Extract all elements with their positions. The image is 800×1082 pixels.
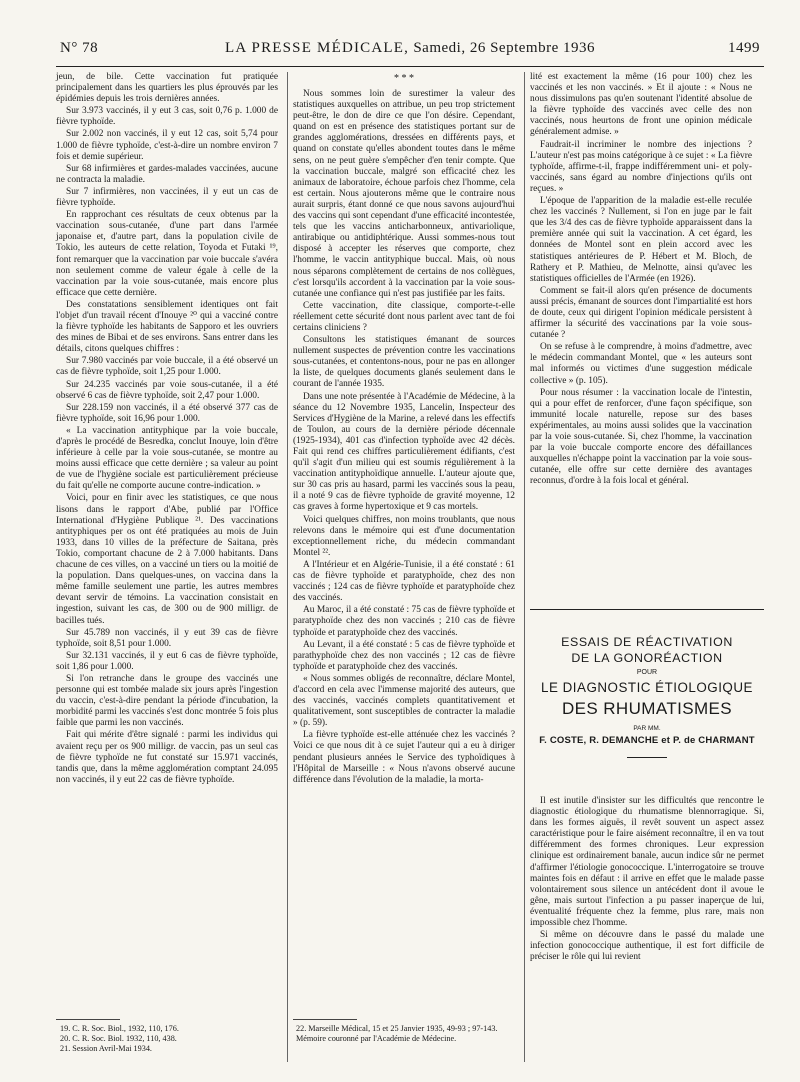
article-body [530,796,764,964]
paragraph: Comment se fait-il alors qu'en présence de documents aussi précis, émanant de sources dont l'impartialité est hors de doute, ceux qui dirigent l'opinion médicale persistent à affirmer la sécurité des vaccinations par la voie sous-cutanée ? [530,285,752,341]
paragraph: En rapprochant ces résultats de ceux obtenus par la vaccination sous-cutanée, d'une part dans l'armée japonaise et, d'autre part, dans la population civile de Tokio, les auteurs de cette relation, Toyoda et Futaki ¹⁹, font remarquer que la vaccination par voie buccale s'avéra non seulement comme de valeur égale à celle de la vaccination par la voie sous-cutanée, mais encore plus efficace que cette dernière. [56,210,278,298]
paragraph: Sur 228.159 non vaccinés, il a été observé 377 cas de fièvre typhoïde, soit 16,96 pour 1.000. [56,402,278,424]
paragraph: Dans une note présentée à l'Académie de Médecine, à la séance du 12 Novembre 1935, Lancelin, Inspecteur des Services d'Hygiène de la Marine, a relevé dans les effectifs de Toulon, au cours de la dernière période décennale (1925-1934), 401 cas d'infection typhoïde avec 42 décès. Fait qui rend ces chiffres particulièrement édifiants, c'est qu'il s'agit d'un milieu qui est soumis régulièrement à la vaccination antityphoïdique annuelle. L'auteur ajoute que, sur 30 cas pris au hasard, parmi les vaccinés sous la peau, il a noté 9 cas de fièvre typhoïde de gravité moyenne, 12 cas graves à forme hypertoxique et 9 cas mortels. [293,391,515,513]
paragraph: Voici, pour en finir avec les statistiques, ce que nous lisons dans le rapport d'Abe, publié par l'Office International d'Hygiène Publique ²¹. Des vaccinations antityphiques per os ont été pratiquées au mois de Juin 1933, dans 10 villes de la préfecture de Saitana, près Tokio, comportant chacune de 2 à 7.000 habitants. Dans chacune de ces villes, on a vacciné un tiers ou la moitié de la population. Dans quelques-unes, on vaccina dans la même famille seulement une partie, les autres membres devant servir de témoins. La vaccination consistait en ingestion, suivant les cas, de 300 ou de 900 milligr. de bacilles tués. [56,493,278,626]
article-heading [530,634,764,758]
paragraph: « La vaccination antityphique par la voie buccale, d'après le procédé de Besredka, conclut Inouye, loin d'être inférieure à celle par la voie sous-cutanée, se montre au moins aussi efficace que cette dernière ; sa valeur au point de vue de l'hygiène sociale est particulièrement précieuse du fait qu'elle ne comporte aucune contre-indication. » [56,425,278,492]
paragraph: Sur 7 infirmières, non vaccinées, il y eut un cas de fièvre typhoïde. [56,186,278,209]
paragraph: La fièvre typhoïde est-elle atténuée chez les vaccinés ? Voici ce que nous dit à ce sujet l'auteur qui a eu à diriger pendant plusieurs années le Service des typhoïdiques à l'Hôpital de Marseille : « Nous n'avons observé aucune différence dans l'évolution de la maladie, la morta- [293,730,515,785]
paragraph: Pour nous résumer : la vaccination locale de l'intestin, qui a pour effet de renforcer, d'une façon spécifique, son immunité locale naturelle, repose sur des bases expérimentales, au moins aussi solides que la vaccination par la voie sous-cutanée. Si, chez l'homme, la vaccination par la voie buccale comporte encore des défaillances auxquelles n'échappe point la vaccination par la voie sous-cutanée, elle offre sur cette dernière des avantages reconnus, d'ordre à la fois local et général. [530,387,752,487]
footnote: 19. C. R. Soc. Biol., 1932, 110, 176. [60,1024,179,1033]
page-header [60,40,760,64]
paragraph: Au Levant, il a été constaté : 5 cas de fièvre typhoïde et parathyphoïde chez des non vaccinés ; 12 cas de fièvre typhoïde et paratyphoïde chez des vaccinés. [293,639,515,672]
paragraph: « Nous sommes obligés de reconnaître, déclare Montel, d'accord en cela avec l'immense majorité des auteurs, que des vaccinés, vaccinés complets quantitativement et qualitativement, sont susceptibles de contracter la maladie » (p. 59). [293,673,515,729]
column-1 [56,72,278,787]
footnote: 20. C. R. Soc. Biol. 1932, 110, 438. [60,1034,177,1043]
article-title-line: LE DIAGNOSTIC ÉTIOLOGIQUE [541,680,753,695]
article-title-connector: POUR [636,669,658,676]
column-divider [287,72,288,1062]
footnote-rule [56,1019,120,1020]
paragraph: Il est inutile d'insister sur les difficultés que rencontre le diagnostic étiologique du rhumatisme blennorragique. Si, dans les formes aiguës, il revêt souvent un aspect assez caractéristique pour le faire aisément reconnaître, il en va tout différemment des formes chroniques. Leur expression clinique est ordinairement banale, aucun indice sûr ne permet d'affirmer l'étiologie gonococcique. L'interrogatoire se trouve maintes fois en défaut : il arrive en effet que le malade passe volontairement sous silence un antécédent dont il avoue le gêne, mais surtout l'infection a pu passer inaperçue de lui, éventualité fréquente chez la femme, plus rare, mais non impossible chez l'homme. [530,796,764,929]
paragraph: Sur 32.131 vaccinés, il y eut 6 cas de fièvre typhoïde, soit 1,86 pour 1.000. [56,650,278,672]
paragraph: jeun, de bile. Cette vaccination fut pratiquée principalement dans les quartiers les plus éprouvés par les épidémies depuis les trois dernières années. [56,72,278,105]
footnote-rule [293,1019,357,1020]
paragraph: Des constatations sensiblement identiques ont fait l'objet d'un travail récent d'Inouye ²⁰ qui a vacciné contre la fièvre typhoïde les habitants de Sapporo et les ouvriers des mines de Bibai et de ses environs. Sans entrer dans les détails, citons quelques chiffres : [56,299,278,355]
paragraph: Consultons les statistiques émanant de sources nullement suspectes de prévention contre les vaccinations sous-cutanées, et contentons-nous, pour ne pas en allonger la liste, de quelques documents glanés seulement dans le courant de l'année 1935. [293,335,515,390]
journal-name: LA PRESSE MÉDICALE, [225,40,410,56]
footnote: 21. Session Avril-Mai 1934. [60,1044,152,1053]
footnotes-col2 [296,1024,518,1044]
paragraph: lité est exactement la même (16 pour 100) chez les vaccinés et les non vaccinés. » Et il ajoute : « Nous ne nous dissimulons pas qu'en soutenant l'identité absolue de la fièvre typhoïde des vaccinés avec celle des non vaccinés, nous heurtons de front une opinion médicale généralement admise. » [530,72,752,138]
article-separator [530,609,764,610]
page-number: 1499 [728,40,760,56]
header-rule [56,66,764,67]
paragraph: Si l'on retranche dans le groupe des vaccinés une personne qui est tombée malade six jours après l'ingestion du vaccin, c'est-à-dire pendant la période d'incubation, la morbidité parmi les vaccinés s'est donc montrée 5 fois plus faible que parmi les non vaccinés. [56,673,278,729]
paragraph: Voici quelques chiffres, non moins troublants, que nous relevons dans le mémoire qui est d'une documentation exceptionnellement riche, du médecin commandant Montel ²². [293,514,515,558]
paragraph: Sur 7.980 vaccinés par voie buccale, il a été observé un cas de fièvre typhoïde, soit 1,25 pour 1.000. [56,356,278,378]
paragraph: Sur 68 infirmières et gardes-malades vaccinées, aucune ne contracta la maladie. [56,163,278,185]
article-title-line: ESSAIS DE RÉACTIVATION [561,635,733,649]
article-authors: F. COSTE, R. DEMANCHE et P. de CHARMANT [539,735,755,746]
footnotes-col1 [60,1024,282,1054]
paragraph: A l'Intérieur et en Algérie-Tunisie, il a été constaté : 61 cas de fièvre typhoïde et paratyphoïde, chez des non vaccinés ; 124 cas de fièvre typhoïde et paratyphoïde chez des vaccinés. [293,559,515,604]
byline-prefix: PAR MM. [633,725,661,732]
issue-number: N° 78 [60,40,99,56]
paragraph: Faudrait-il incriminer le nombre des injections ? L'auteur n'est pas moins catégorique à ce sujet : « La fièvre typhoïde, affirme-t-il, frappe indifféremment uni- et poly-vaccinés, sans égard au nombre d'injections qu'ils ont reçues. » [530,139,752,194]
paragraph: Si même on découvre dans le passé du malade une infection gonococcique authentique, il est fort difficile de préciser le rôle qui lui revient [530,930,764,963]
column-divider [524,72,525,1062]
footnote: 22. Marseille Médical, 15 et 25 Janvier 1935, 49-93 ; 97-143. Mémoire couronné par l'Académie de Médecine. [296,1024,498,1043]
section-stars: * * * [394,73,414,84]
paragraph: Sur 24.235 vaccinés par voie sous-cutanée, il a été observé 6 cas de fièvre typhoïde, soit 2,47 pour 1.000. [56,379,278,401]
paragraph: Sur 45.789 non vaccinés, il y eut 39 cas de fièvre typhoïde, soit 8,51 pour 1.000. [56,627,278,649]
issue-date: Samedi, 26 Septembre 1936 [413,40,595,56]
column-3 [530,72,752,488]
paragraph: L'époque de l'apparition de la maladie est-elle reculée chez les vaccinés ? Nullement, si l'on en juge par le fait que les 3/4 des cas de fièvre typhoïde apparaissent dans la première année qui suit la vaccination. A cet égard, les données de Montel sont en plein accord avec les statistiques antérieures de P. Hébert et M. Bloch, de Rathery et P. Mathieu, de Melnotte, ainsi qu'avec les statistiques officielles de l'Armée (en 1926). [530,196,752,284]
article-title-main: DES RHUMATISMES [561,699,733,718]
column-2 [293,72,515,787]
paragraph: Sur 2.002 non vaccinés, il y eut 12 cas, soit 5,74 pour 1.000 de fièvre typhoïde, c'est-à-dire un nombre environ 7 fois et demie supérieur. [56,129,278,162]
article-title-line: DE LA GONORÉACTION [571,651,723,665]
running-title [60,40,760,57]
paragraph: Au Maroc, il a été constaté : 75 cas de fièvre typhoïde et paratyphoïde chez des non vaccinés ; 210 cas de fièvre typhoïde et paratyphoïde chez des vaccinés. [293,605,515,638]
paragraph: Nous sommes loin de surestimer la valeur des statistiques auxquelles on attribue, un peu trop strictement peut-être, le don de dire ce que l'on désire. Cependant, quand on est en présence des statistiques portant sur de grandes agglomérations, dressées en différents pays, et quand on constate qu'elles abondent toutes dans le même sens, on ne peut guère s'empêcher d'en tenir compte. Que la vaccination buccale, malgré son efficacité chez les animaux de laboratoire, échoue parfois chez l'homme, cela est certain. Nous ajouterons même que le contraire nous aurait surpris, étant donné ce que nous savons aujourd'hui des vaccins qui sont cependant d'une efficacité incontestée, tels que les vaccins anticharbonneux, antivariolique, antirabique ou antidiphtérique. Aussi sommes-nous tout disposé à accepter les réserves que comporte, chez l'homme, le vaccin antityphique buccal. Mais, où nous nous séparons complètement de certains de nos collègues, c'est lorsqu'ils accordent à la vaccination par la voie sous-cutanée une confiance qui n'est pas justifiée par les faits. [293,89,515,299]
paragraph: Fait qui mérite d'être signalé : parmi les individus qui avaient reçu per os 900 milligr. de vaccin, pas un seul cas de fièvre typhoïde ne fut constaté sur 15.971 vaccinés, tandis que, dans la même agglomération comptant 24.095 non vaccinés, il y eut 22 cas de fièvre typhoïde. [56,730,278,785]
paragraph: Cette vaccination, dite classique, comporte-t-elle réellement cette sécurité dont nous parlent avec tant de foi certains cliniciens ? [293,300,515,333]
paragraph: On se refuse à le comprendre, à moins d'admettre, avec le médecin commandant Montel, que « les auteurs sont mal informés ou victimes d'une suggestion médicale collective » (p. 105). [530,342,752,386]
heading-rule [627,757,667,758]
paragraph: Sur 3.973 vaccinés, il y eut 3 cas, soit 0,76 p. 1.000 de fièvre typhoïde. [56,106,278,128]
